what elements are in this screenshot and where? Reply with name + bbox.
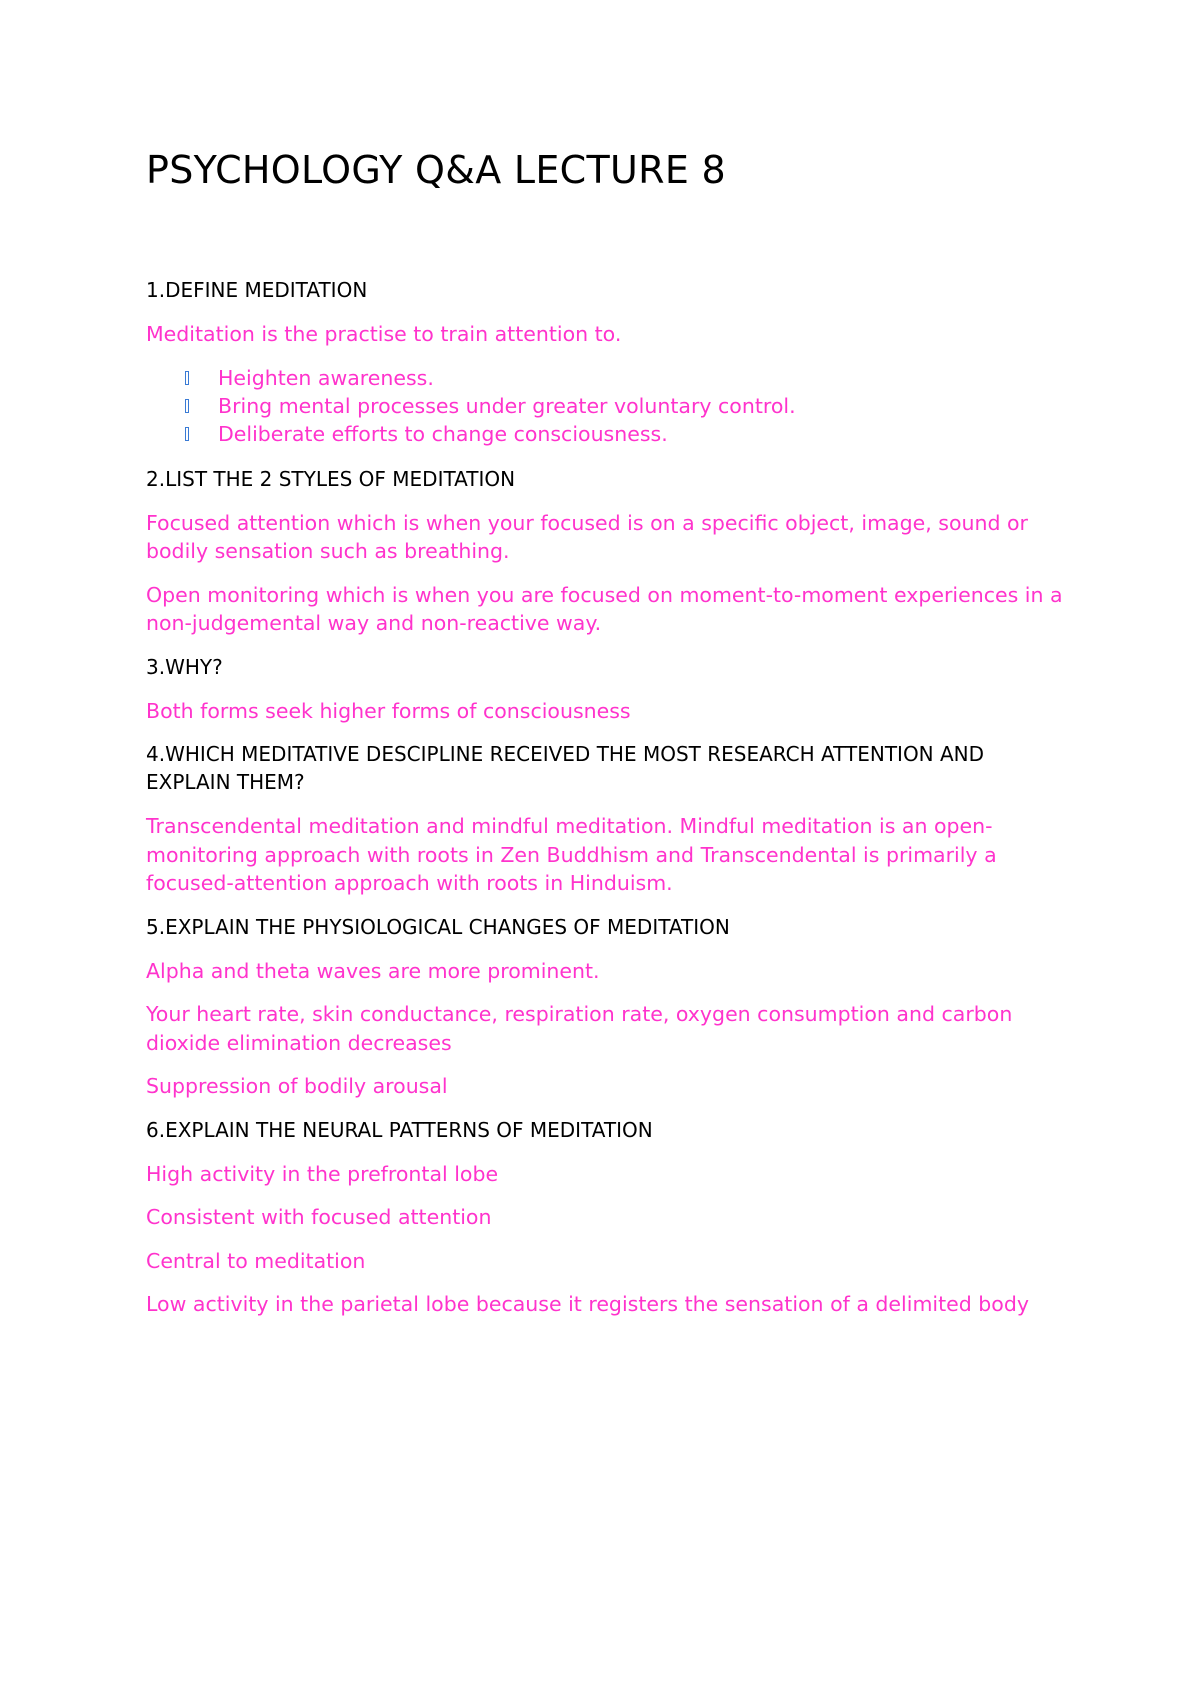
- bullet-item: [146, 364, 1066, 392]
- bullet-text: Deliberate efforts to change consciousness.: [218, 421, 668, 446]
- answer-2-focused-attention: Focused attention which is when your focused is on a specific object, image, sound or bodily sensation such as breathing.: [146, 510, 1028, 563]
- answer-5-decreases: Your heart rate, skin conductance, respiration rate, oxygen consumption and carbon dioxide elimination decreases: [146, 1002, 1013, 1055]
- bullet-text: Bring mental processes under greater voluntary control.: [218, 393, 796, 418]
- section-neural-patterns: [146, 1116, 1066, 1319]
- section-research-attention: [146, 740, 1066, 898]
- section-define-meditation: [146, 276, 1066, 448]
- bullet-item: [146, 392, 1066, 420]
- question-1: 1.DEFINE MEDITATION: [146, 278, 368, 302]
- answer-2-open-monitoring: Open monitoring which is when you are focused on moment-to-moment experiences in a non-judgemental way and non-reactive way.: [146, 582, 1063, 635]
- section-physiological-changes: [146, 913, 1066, 1101]
- bullet-text: Heighten awareness.: [218, 365, 434, 390]
- answer-5-waves: Alpha and theta waves are more prominent.: [146, 958, 600, 983]
- section-styles-of-meditation: [146, 465, 1066, 638]
- answer-6-parietal: Low activity in the parietal lobe because it registers the sensation of a delimited body: [146, 1292, 1029, 1316]
- bullet-item: [146, 420, 1066, 448]
- question-3: 3.WHY?: [146, 654, 223, 679]
- answer-1-intro: Meditation is the practise to train attention to.: [146, 322, 622, 346]
- question-5: 5.EXPLAIN THE PHYSIOLOGICAL CHANGES OF MEDITATION: [146, 914, 730, 939]
- document-content: [146, 148, 1066, 1334]
- answer-6-central: Central to meditation: [146, 1248, 366, 1273]
- answer-4: Transcendental meditation and mindful meditation. Mindful meditation is an open-monitoring approach with roots in Zen Buddhism and Transcendental is primarily a focused-attention approach with roots in Hinduism.: [146, 814, 997, 895]
- document-title: PSYCHOLOGY Q&A LECTURE 8: [146, 148, 726, 192]
- question-4: 4.WHICH MEDITATIVE DESCIPLINE RECEIVED THE MOST RESEARCH ATTENTION AND EXPLAIN THEM?: [146, 742, 985, 794]
- question-2: 2.LIST THE 2 STYLES OF MEDITATION: [146, 466, 516, 491]
- answer-3: Both forms seek higher forms of consciousness: [146, 698, 631, 723]
- answer-5-arousal: Suppression of bodily arousal: [146, 1074, 448, 1098]
- answer-6-focused: Consistent with focused attention: [146, 1205, 492, 1229]
- section-why: [146, 653, 1066, 726]
- question-6: 6.EXPLAIN THE NEURAL PATTERNS OF MEDITATION: [146, 1117, 653, 1142]
- bullet-list: [146, 364, 1066, 448]
- answer-6-prefrontal: High activity in the prefrontal lobe: [146, 1161, 499, 1186]
